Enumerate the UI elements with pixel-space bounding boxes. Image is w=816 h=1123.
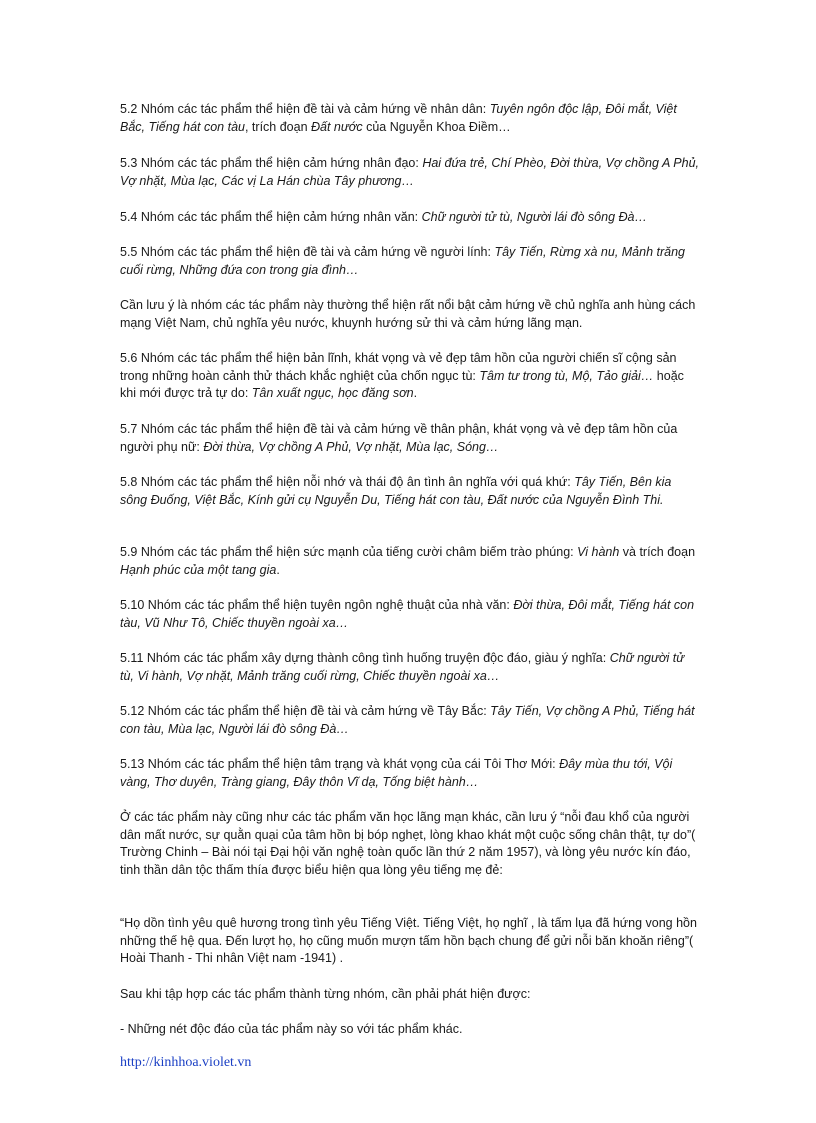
- paragraph: [120, 1021, 700, 1039]
- text-run: 5.6 Nhóm các tác phẩm thể hiện bản lĩnh, khát vọng và vẻ đẹp tâm hồn của người chiến sĩ cộng sản trong những hoàn cảnh thử thách khắc nghiệt của chốn ngục tù:: [120, 351, 677, 383]
- paragraph: [120, 597, 700, 632]
- paragraph: [120, 474, 700, 509]
- paragraph: [120, 421, 700, 456]
- italic-text: Vi hành: [577, 545, 620, 559]
- text-run: và trích đoạn: [619, 545, 696, 559]
- text-run: 5.4 Nhóm các tác phẩm thể hiện cảm hứng nhân văn:: [120, 210, 422, 224]
- italic-text: Chữ người tử tù, Vi hành, Vợ nhặt, Mảnh trăng cuối rừng, Chiếc thuyền ngoài xa…: [120, 651, 685, 683]
- italic-text: Tây Tiến, Bên kia sông Đuống, Việt Bắc, Kính gửi cụ Nguyễn Du, Tiếng hát con tàu, Đất nước của Nguyễn Đình Thi.: [120, 475, 672, 507]
- text-run: 5.13 Nhóm các tác phẩm thể hiện tâm trạng và khát vọng của cái Tôi Thơ Mới:: [120, 757, 560, 771]
- paragraph: [120, 350, 700, 403]
- paragraph: [120, 544, 700, 579]
- footer-url[interactable]: http://kinhhoa.violet.vn: [120, 1055, 252, 1070]
- text-run: của Nguyễn Khoa Điềm…: [362, 119, 511, 134]
- paragraph: [120, 986, 700, 1004]
- italic-text: Tây Tiến, Rừng xà nu, Mảnh trăng cuối rừng, Những đứa con trong gia đình…: [120, 245, 685, 277]
- text-run: Ở các tác phẩm này cũng như các tác phẩm văn học lãng mạn khác, cần lưu ý “nỗi đau khổ của người dân mất nước, sự quằn quại của tâm hồn bị bóp nghẹt, lòng khao khát một cuộc sống chân thật, tự do”( Trường Chinh – Bài nói tại Đại hội văn nghệ toàn quốc lần thứ 2 năm 1957), và lòng yêu nước kín đáo, tinh thần dân tộc thấm thía được biểu hiện qua lòng yêu tiếng mẹ đẻ:: [120, 810, 696, 877]
- text-run: - Những nét độc đáo của tác phẩm này so với tác phẩm khác.: [120, 1022, 463, 1036]
- text-run: .: [413, 386, 418, 400]
- paragraph: [120, 209, 700, 227]
- italic-text: Đời thừa, Vợ chồng A Phủ, Vợ nhặt, Mùa lạc, Sóng…: [203, 439, 499, 454]
- text-run: hoặc khi mới được trả tự do:: [120, 368, 684, 400]
- text-run: 5.3 Nhóm các tác phẩm thể hiện cảm hứng nhân đạo:: [120, 156, 423, 170]
- text-run: “Họ dồn tình yêu quê hương trong tình yêu Tiếng Việt. Tiếng Việt, họ nghĩ , là tấm lụa đã hứng vong hồn những thế hệ qua. Đến lượt họ, họ cũng muốn mượn tấm hồn bạch chung để gửi nỗi băn khoăn riêng”( Hoài Thanh - Thi nhân Việt nam -1941) .: [120, 916, 697, 965]
- italic-text: Tuyên ngôn độc lập, Đôi mắt, Việt Bắc, Tiếng hát con tàu: [120, 102, 677, 134]
- text-run: 5.7 Nhóm các tác phẩm thể hiện đề tài và cảm hứng về thân phận, khát vọng và vẻ đẹp tâm hồn của người phụ nữ:: [120, 422, 678, 454]
- text-run: .: [276, 562, 280, 577]
- text-run: 5.10 Nhóm các tác phẩm thể hiện tuyên ngôn nghệ thuật của nhà văn:: [120, 598, 514, 612]
- italic-text: Hai đứa trẻ, Chí Phèo, Đời thừa, Vợ chồng A Phủ, Vợ nhặt, Mùa lạc, Các vị La Hán chùa Tây phương…: [120, 156, 700, 188]
- italic-text: Đất nước: [311, 119, 363, 134]
- paragraph: [120, 297, 700, 332]
- text-run: Sau khi tập hợp các tác phẩm thành từng nhóm, cần phải phát hiện được:: [120, 987, 531, 1001]
- paragraph: [120, 756, 700, 791]
- italic-text: Hạnh phúc của một tang gia: [120, 562, 277, 577]
- paragraph: [120, 244, 700, 279]
- paragraph: [120, 703, 700, 738]
- text-run: , trích đoạn: [244, 119, 311, 134]
- text-run: 5.12 Nhóm các tác phẩm thể hiện đề tài và cảm hứng về Tây Bắc:: [120, 704, 491, 718]
- text-run: 5.5 Nhóm các tác phẩm thể hiện đề tài và cảm hứng về người lính:: [120, 245, 495, 259]
- paragraph: [120, 650, 700, 685]
- italic-text: Đời thừa, Đôi mắt, Tiếng hát con tàu, Vũ Như Tô, Chiếc thuyền ngoài xa…: [120, 598, 695, 630]
- text-run: 5.11 Nhóm các tác phẩm xây dựng thành công tình huống truyện độc đáo, giàu ý nghĩa:: [120, 651, 610, 665]
- paragraph: [120, 101, 700, 136]
- paragraph: [120, 155, 700, 190]
- text-run: 5.2 Nhóm các tác phẩm thể hiện đề tài và cảm hứng về nhân dân:: [120, 102, 490, 116]
- text-run: 5.9 Nhóm các tác phẩm thể hiện sức mạnh của tiếng cười châm biếm trào phúng:: [120, 545, 578, 559]
- italic-text: Đây mùa thu tới, Vội vàng, Thơ duyên, Tràng giang, Đây thôn Vĩ dạ, Tống biệt hành…: [120, 757, 673, 789]
- paragraph: [120, 809, 700, 879]
- text-run: 5.8 Nhóm các tác phẩm thể hiện nỗi nhớ và thái độ ân tình ân nghĩa với quá khứ:: [120, 475, 575, 489]
- paragraph: [120, 915, 700, 968]
- italic-text: Chữ người tử tù, Người lái đò sông Đà…: [421, 210, 647, 224]
- text-run: Cần lưu ý là nhóm các tác phẩm này thường thể hiện rất nổi bật cảm hứng về chủ nghĩa anh hùng cách mạng Việt Nam, chủ nghĩa yêu nước, khuynh hướng sử thi và cảm hứng lãng mạn.: [120, 298, 696, 330]
- italic-text: Tân xuất ngục, học đăng sơn: [251, 386, 414, 400]
- italic-text: Tây Tiến, Vợ chồng A Phủ, Tiếng hát con tàu, Mùa lạc, Người lái đò sông Đà…: [120, 704, 695, 736]
- italic-text: Tâm tư trong tù, Mộ, Tảo giải…: [479, 368, 654, 383]
